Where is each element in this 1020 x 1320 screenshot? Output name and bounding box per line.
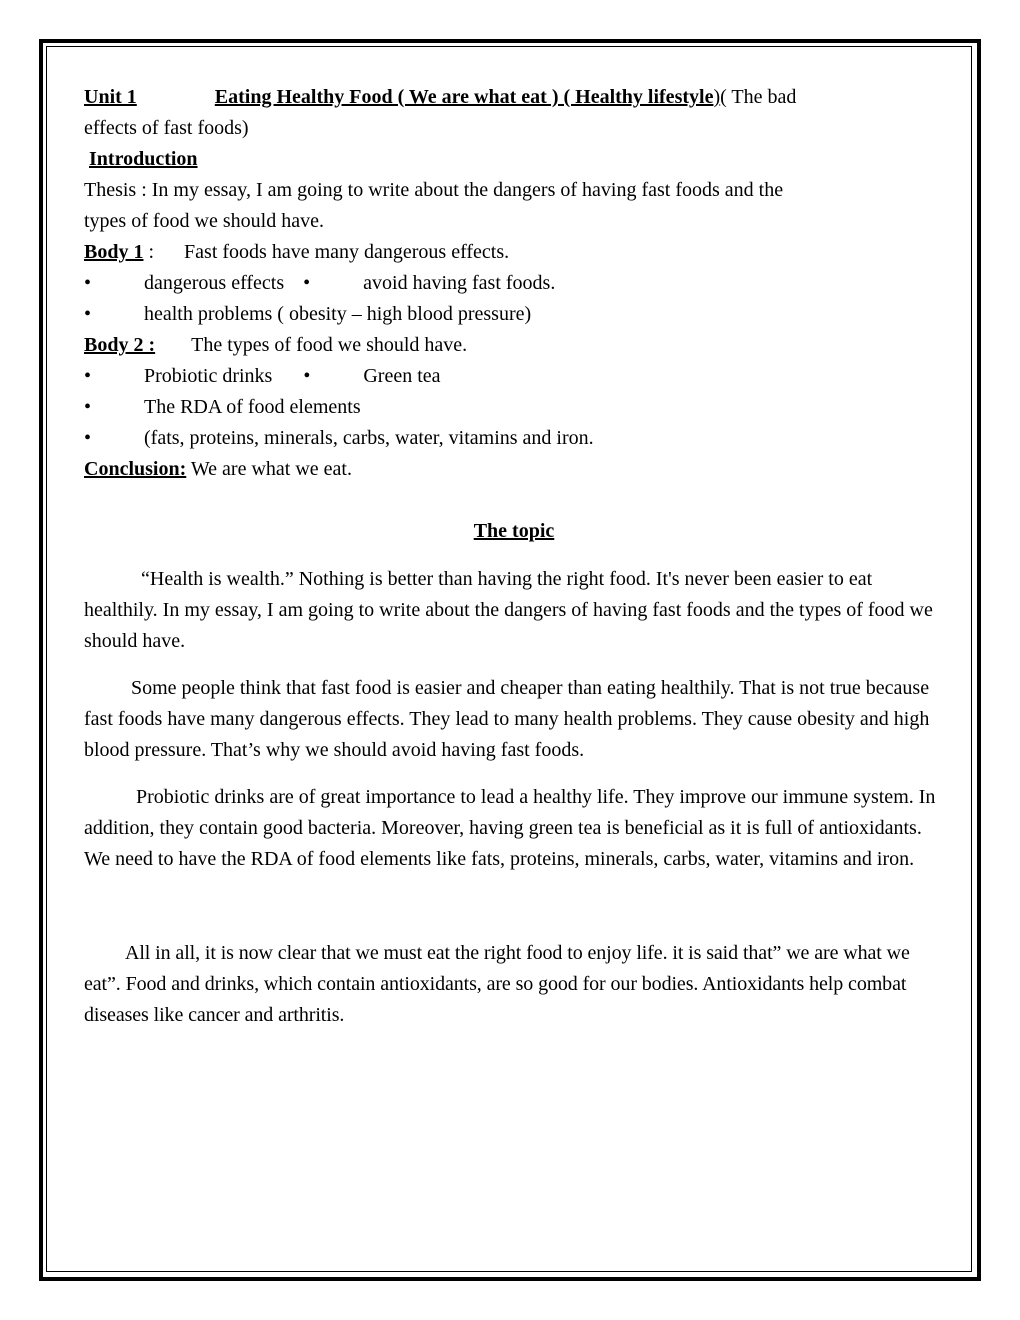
body2-bullet-4: (fats, proteins, minerals, carbs, water, vitamins and iron. (144, 427, 594, 449)
unit-subtitle-b: effects of fast foods) (84, 117, 249, 139)
body2-bullet-2: Green tea (363, 365, 441, 387)
topic-paragraph-1: “Health is wealth.” Nothing is better than having the right food. It's never been easier to eat healthily. In my essay, I am going to write about the dangers of having fast foods and the types of food we should have. (84, 568, 933, 652)
document-content (84, 82, 944, 1031)
bullet-icon: • (84, 427, 92, 449)
topic-title: The topic (473, 520, 555, 542)
thesis-line-2: types of food we should have. (84, 210, 324, 232)
bullet-icon: • (303, 272, 311, 294)
bullet-icon: • (84, 365, 92, 387)
unit-number: Unit 1 (84, 86, 137, 108)
thesis-line-1: Thesis : In my essay, I am going to write about the dangers of having fast foods and the (84, 179, 784, 201)
body2-bullet-row-2 (84, 392, 944, 423)
topic-paragraph-3: Probiotic drinks are of great importance to lead a healthy life. They improve our immune system. In addition, they contain good bacteria. Moreover, having green tea is beneficial as it is full of antioxidants. We need to have the RDA of food elements like fats, proteins, minerals, carbs, water, vitamins and iron. (84, 786, 936, 870)
body1-bullet-2: avoid having fast foods. (363, 272, 556, 294)
unit-title-close: ) (713, 86, 721, 108)
body1-text: Fast foods have many dangerous effects. (184, 241, 510, 263)
bullet-icon: • (84, 272, 92, 294)
topic-paragraph-2: Some people think that fast food is easier and cheaper than eating healthily. That is not true because fast foods have many dangerous effects. They lead to many health problems. They cause obesity and high blood pressure. That’s why we should avoid having fast foods. (84, 677, 930, 761)
body1-bullet-row-1 (84, 268, 944, 299)
body2-text: The types of food we should have. (191, 334, 468, 356)
body1-line (84, 237, 944, 268)
body2-line (84, 330, 944, 361)
body1-bullet-1: dangerous effects (144, 272, 285, 294)
introduction-line (84, 144, 944, 175)
topic-paragraph-4: All in all, it is now clear that we must eat the right food to enjoy life. it is said that” we are what we eat”. Food and drinks, which contain antioxidants, are so good for our bodies. Antioxidants help combat diseases like cancer and arthritis. (84, 942, 910, 1026)
unit-subtitle-a: ( The bad (720, 86, 797, 108)
conclusion-label: Conclusion: (84, 458, 187, 480)
body1-sep: : (143, 241, 155, 263)
body1-bullet-row-2 (84, 299, 944, 330)
body2-bullet-row-1 (84, 361, 944, 392)
unit-title: Eating Healthy Food ( We are what eat ) ( Healthy lifestyle (214, 86, 714, 108)
conclusion-text: We are what we eat. (186, 458, 352, 480)
body2-bullet-3: The RDA of food elements (144, 396, 361, 418)
bullet-icon: • (84, 303, 92, 325)
conclusion-line (84, 454, 944, 485)
bullet-icon: • (303, 365, 311, 387)
bullet-icon: • (84, 396, 92, 418)
body1-label: Body 1 (84, 241, 144, 263)
introduction-label: Introduction (89, 148, 198, 170)
body2-label: Body 2 : (84, 334, 156, 356)
body2-bullet-row-3 (84, 423, 944, 454)
body2-bullet-1: Probiotic drinks (144, 365, 273, 387)
body1-bullet-3: health problems ( obesity – high blood pressure) (144, 303, 532, 325)
unit-heading (84, 82, 944, 113)
